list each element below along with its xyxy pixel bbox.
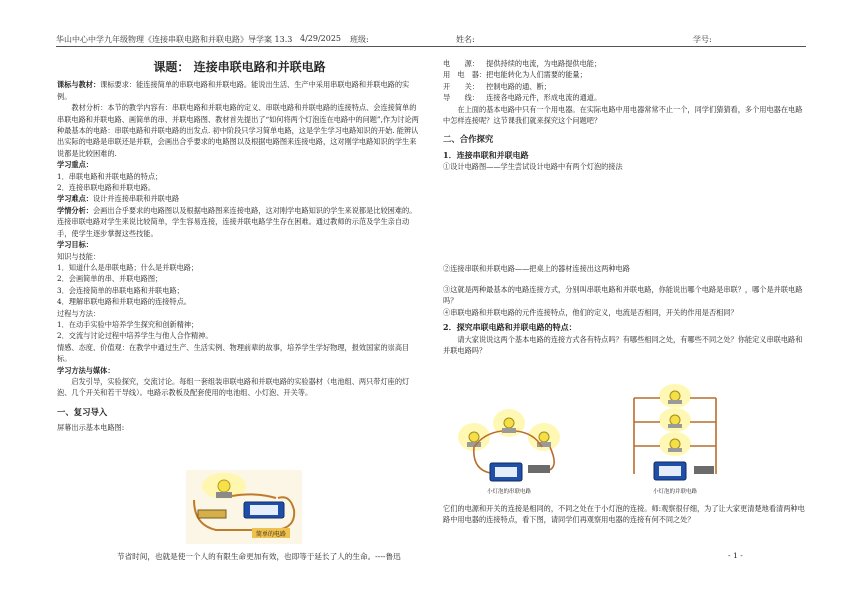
knowledge-label: 知识与技能： <box>57 251 101 261</box>
closing-paragraph: 它们的电源和开关的连接是相同的，不同之处在于小灯泡的连接。师:观察很仔细，为了让大家更清楚地看清两种电路中用电器的连接特点，看下图，请同学们再观察用电器的连接有何不同之处？ <box>443 504 805 525</box>
blank-drawing-area <box>443 173 808 263</box>
learner-paragraph <box>57 205 422 239</box>
sub-heading-connect: 1．连接串联和并联电路 <box>443 149 529 160</box>
left-column <box>57 58 422 434</box>
component-row <box>443 81 601 92</box>
review-text: 屏幕出示基本电路图: <box>57 423 125 433</box>
header-class-label: 班级: <box>350 35 369 44</box>
simple-circuit-image <box>186 470 302 544</box>
emotion-paragraph: 情感、态度、价值观：在教学中通过生产、生活实例、物理前辈的故事，培养学生学好物理，报效国家的崇高目标。 <box>57 342 410 364</box>
standards-label: 课标与教材： <box>57 80 101 90</box>
page-number: - 1 - <box>728 551 743 560</box>
methods-label: 学习方法与媒体： <box>57 365 115 375</box>
difficulty-text: 设计并连接串联和并联电路 <box>92 194 180 204</box>
series-circuit-caption: 小灯泡的串联电路 <box>486 489 532 495</box>
key-item: 2．连接串联电路和并联电路。 <box>57 183 156 193</box>
knowledge-item: 3．会连接简单的串联电路和并联电路； <box>57 285 184 295</box>
header-name-label: 姓名: <box>456 35 475 44</box>
methods-paragraph: 启发引导，实验探究，交流讨论。每组一套组装串联电路和并联电路的实验器材（电池组、两只带灯座的灯泡、几个开关和若干导线）。电路示教板及配套使用的电池组、小灯泡、开关等。 <box>57 376 410 398</box>
step-identify: ③这就是两种最基本的电路连接方式，分别叫串联电路和并联电路，你能说出哪个电路是串联？，哪个是并联电路吗？ <box>443 285 803 306</box>
process-label: 过程与方法： <box>57 308 101 318</box>
component-row <box>443 92 601 103</box>
intro-paragraph: 在上面的基本电路中只有一个用电器。在实际电路中用电器常常不止一个，同学们猜猜看，多个用电器在电路中怎样连接呢？这节课我们就来探究这个问题吧？ <box>443 104 803 126</box>
standards-text: 课标要求：能连接简单的串联电路和并联电路。能说出生活、生产中采用串联电路和并联电路的实例。 <box>57 80 410 101</box>
component-desc: 控制电路的通、断； <box>486 81 551 91</box>
learner-text: 会画出合乎要求的电路图以及根据电路图来连接电路，这对刚学电路知识的学生来说都是比较困难的。连接串联电路对学生来说比较简单，学生容易连接，连接并联电路学生存在困难。通过教师的示范及学生亲自动手，使学生逐步掌握这些技能。 <box>57 205 417 238</box>
component-desc: 提供持续的电流，为电路提供电能； <box>486 59 602 68</box>
components-table <box>443 58 601 104</box>
knowledge-item: 1．知道什么是串联电路；什么是并联电路； <box>57 262 199 272</box>
step-features: ④串联电路和并联电路的元件连接特点，他们的定义，电流是否相同，开关的作用是否相同？ <box>443 307 738 317</box>
component-name: 导 线： <box>443 93 479 103</box>
right-column <box>443 58 808 357</box>
learner-label: 学情分析： <box>57 205 93 215</box>
standards-paragraph <box>57 79 422 102</box>
simple-circuit-caption: 简单的电路 <box>255 531 287 538</box>
component-desc: 把电能转化为人们需要的能量； <box>486 70 587 80</box>
key-label: 学习重点： <box>57 160 93 170</box>
header-id-label: 学号: <box>693 35 712 44</box>
step-connect: ②连接串联和并联电路——把桌上的器材连接出这两种电路 <box>443 263 630 273</box>
component-name: 用 电 器： <box>443 70 487 80</box>
component-name: 开 关： <box>443 81 479 91</box>
page-title: 课题： 连接串联电路和并联电路 <box>153 60 326 74</box>
header-rule <box>56 46 806 47</box>
step-design: ①设计电路图——学生尝试设计电路中有两个灯泡的接法 <box>443 162 623 172</box>
analysis-paragraph: 教材分析：本节的教学内容有：串联电路和并联电路的定义、串联电路和并联电路的连接特点、会连接简单的串联电路和并联电路、画简单的串、并联电路图、教材首先提出了“如何将两个灯泡连在电路中的问题”,作为讨论两种最基本的电路：串联电路和并联电路的出发点. 初中阶段只学习简单电路，这是学生学习电路知识的开始. 能辨认出实际的电路是串联还是并联，会画出合乎要求的电路图以及根据电路图来连接电路，这对刚学电路知识的学生来说都是比较困难的. <box>57 103 419 158</box>
component-name: 电 源： <box>443 59 479 68</box>
closing-block <box>443 503 808 526</box>
component-desc: 连接各电路元件，形成电流的通道。 <box>486 93 602 103</box>
footer-quote: 节省时间，也就是使一个人的有限生命更加有效，也即等于延长了人的生命。----鲁迅 <box>117 552 401 561</box>
header-school-title: 华山中心中学九年级物理《连接串联电路和并联电路》导学案 13.3 <box>56 35 293 44</box>
key-item: 1．串联电路和并联电路的特点； <box>57 171 163 181</box>
parallel-circuit-image <box>620 382 730 498</box>
component-row <box>443 69 601 80</box>
process-item: 2．交流与讨论过程中培养学生与他人合作精神。 <box>57 331 213 341</box>
question-paragraph: 请大家说说这两个基本电路的连接方式各有特点吗？有哪些相同之处，有哪些不同之处？你能定义串联电路和并联电路吗？ <box>443 334 803 356</box>
section-heading-explore: 二、合作探究 <box>443 134 494 145</box>
component-row <box>443 58 601 69</box>
difficulty-label: 学习难点： <box>57 194 93 204</box>
process-item: 1．在动手实验中培养学生探究和创新精神； <box>57 319 199 329</box>
goals-label: 学习目标： <box>57 240 93 250</box>
series-circuit-image <box>454 403 564 497</box>
knowledge-item: 4．理解串联电路和并联电路的连接特点。 <box>57 297 191 307</box>
section-heading-review: 一、复习导入 <box>57 406 108 417</box>
knowledge-item: 2．会画简单的串、并联电路图； <box>57 274 163 284</box>
header-date: 4/29/2025 <box>300 34 342 43</box>
sub-heading-features: 2．探究串联电路和并联电路的特点： <box>443 322 577 333</box>
parallel-circuit-caption: 小灯泡的并联电路 <box>652 489 698 495</box>
difficulty-paragraph <box>57 193 422 204</box>
